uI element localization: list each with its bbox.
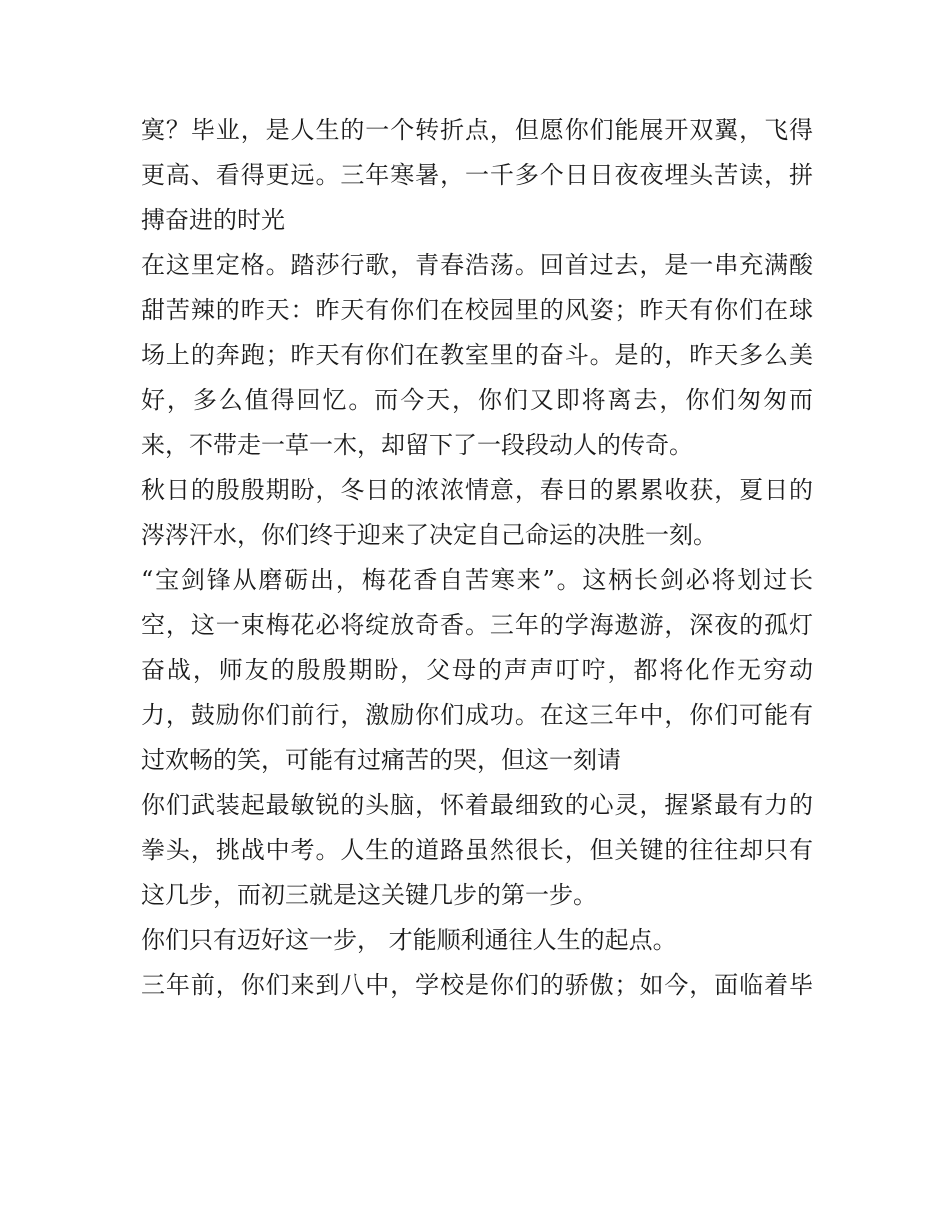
text-line: 来，不带走一草一木，却留下了一段段动人的传奇。 — [141, 431, 693, 459]
text-line: 你们只有迈好这一步， 才能顺利通往人生的起点。 — [141, 926, 677, 954]
text-line: 寞？毕业，是人生的一个转折点，但愿你们能展开双翼，飞得 — [141, 116, 813, 144]
text-line: 更高、看得更远。三年寒暑，一千多个日日夜夜埋头苦读，拼 — [141, 161, 813, 189]
text-line: 场上的奔跑；昨天有你们在教室里的奋斗。是的，昨天多么美 — [141, 341, 813, 369]
text-line: 这几步，而初三就是这关键几步的第一步。 — [141, 881, 597, 909]
text-line: 秋日的殷殷期盼，冬日的浓浓情意，春日的累累收获，夏日的 — [141, 476, 813, 504]
text-line: 三年前，你们来到八中，学校是你们的骄傲；如今，面临着毕 — [141, 971, 813, 999]
text-line: “宝剑锋从磨砺出，梅花香自苦寒来”。这柄长剑必将划过长 — [141, 566, 813, 594]
text-line: 甜苦辣的昨天：昨天有你们在校园里的风姿；昨天有你们在球 — [141, 296, 813, 324]
text-line: 涔涔汗水，你们终于迎来了决定自己命运的决胜一刻。 — [141, 521, 717, 549]
text-line: 力，鼓励你们前行，激励你们成功。在这三年中，你们可能有 — [141, 701, 813, 729]
document-body — [141, 108, 813, 1008]
text-line: 拳头，挑战中考。人生的道路虽然很长，但关键的往往却只有 — [141, 836, 813, 864]
text-line: 空，这一束梅花必将绽放奇香。三年的学海遨游，深夜的孤灯 — [141, 611, 813, 639]
text-line: 在这里定格。踏莎行歌，青春浩荡。回首过去，是一串充满酸 — [141, 251, 813, 279]
text-line: 你们武装起最敏锐的头脑，怀着最细致的心灵，握紧最有力的 — [141, 791, 813, 819]
text-line: 搏奋进的时光 — [141, 206, 285, 234]
text-line: 奋战，师友的殷殷期盼，父母的声声叮咛，都将化作无穷动 — [141, 656, 813, 684]
text-line: 好，多么值得回忆。而今天，你们又即将离去，你们匆匆而 — [141, 386, 813, 414]
text-line: 过欢畅的笑，可能有过痛苦的哭，但这一刻请 — [141, 746, 621, 774]
